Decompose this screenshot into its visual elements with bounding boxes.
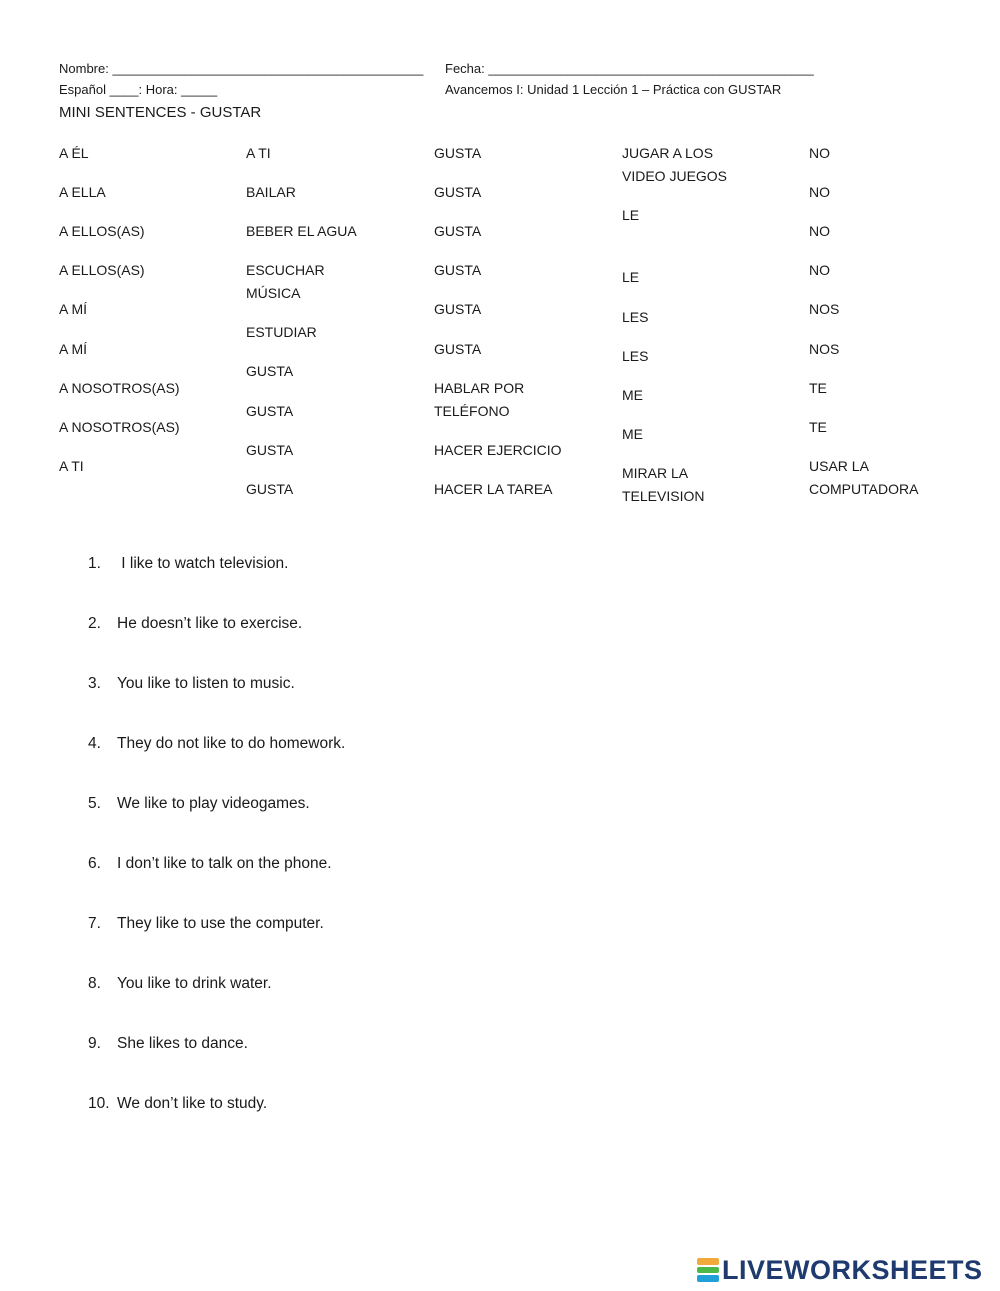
sentence-item bbox=[88, 855, 332, 873]
sentence-item bbox=[88, 795, 310, 813]
sentence-number: 8. bbox=[88, 975, 101, 992]
sentence-item bbox=[88, 1035, 248, 1053]
word-bank-cell: A TI bbox=[59, 458, 84, 474]
word-bank-cell: ME bbox=[622, 387, 643, 403]
word-bank-cell: MIRAR LA bbox=[622, 465, 689, 481]
sentence-number: 4. bbox=[88, 735, 101, 752]
word-bank-cell: USAR LA bbox=[809, 458, 869, 474]
sentence-number: 5. bbox=[88, 795, 101, 812]
word-bank-cell: GUSTA bbox=[434, 341, 482, 357]
sentence-number: 10. bbox=[88, 1095, 110, 1112]
sentence-text: They like to use the computer. bbox=[117, 915, 324, 932]
word-bank-cell: A MÍ bbox=[59, 341, 88, 357]
word-bank-cell: A NOSOTROS(AS) bbox=[59, 380, 180, 396]
word-bank-cell: HACER EJERCICIO bbox=[434, 442, 562, 458]
word-bank-cell: NO bbox=[809, 184, 830, 200]
word-bank-cell: GUSTA bbox=[246, 403, 294, 419]
word-bank-cell: GUSTA bbox=[434, 262, 482, 278]
word-bank-cell: A NOSOTROS(AS) bbox=[59, 419, 180, 435]
sentence-item bbox=[88, 915, 324, 933]
word-bank-cell: A ELLA bbox=[59, 184, 106, 200]
sentence-number: 2. bbox=[88, 615, 101, 632]
sentence-number: 6. bbox=[88, 855, 101, 872]
word-bank-cell: A TI bbox=[246, 145, 271, 161]
word-bank-cell: NO bbox=[809, 223, 830, 239]
word-bank-cell: ESTUDIAR bbox=[246, 324, 317, 340]
word-bank-cell: BAILAR bbox=[246, 184, 296, 200]
sentence-text: He doesn’t like to exercise. bbox=[117, 615, 303, 632]
word-bank-cell: NO bbox=[809, 145, 830, 161]
word-bank-cell: ME bbox=[622, 426, 643, 442]
liveworksheets-logo bbox=[697, 1254, 983, 1286]
word-bank-cell: TELÉFONO bbox=[434, 403, 510, 419]
sentence-item bbox=[88, 735, 345, 753]
word-bank-cell: JUGAR A LOS bbox=[622, 145, 714, 161]
word-bank-cell: COMPUTADORA bbox=[809, 481, 919, 497]
word-bank-cell: NOS bbox=[809, 301, 840, 317]
word-bank-cell: TE bbox=[809, 419, 827, 435]
word-bank-cell: NOS bbox=[809, 341, 840, 357]
word-bank-cell: MÚSICA bbox=[246, 285, 301, 301]
word-bank-cell: LES bbox=[622, 309, 649, 325]
sentence-item bbox=[88, 975, 272, 993]
word-bank-cell: LES bbox=[622, 348, 649, 364]
sentence-number: 1. bbox=[88, 555, 101, 572]
sentence-text: You like to drink water. bbox=[117, 975, 272, 992]
worksheet-title: MINI SENTENCES - GUSTAR bbox=[59, 104, 262, 121]
sentence-item bbox=[88, 555, 288, 573]
word-bank-cell: A ELLOS(AS) bbox=[59, 262, 145, 278]
sentence-item bbox=[88, 615, 302, 633]
date-field-label: Fecha: _____________________________________________ bbox=[445, 61, 814, 76]
word-bank-cell: VIDEO JUEGOS bbox=[622, 168, 728, 184]
word-bank-cell: TELEVISION bbox=[622, 488, 705, 504]
sentence-text: We don’t like to study. bbox=[117, 1095, 268, 1112]
word-bank-cell: HABLAR POR bbox=[434, 380, 525, 396]
lesson-subtitle: Avancemos I: Unidad 1 Lección 1 – Práctica con GUSTAR bbox=[445, 82, 782, 97]
name-field-label: Nombre: ___________________________________________ bbox=[59, 61, 424, 76]
sentence-text: You like to listen to music. bbox=[117, 675, 295, 692]
logo-text: LIVEWORKSHEETS bbox=[722, 1254, 983, 1285]
sentence-item bbox=[88, 675, 295, 693]
word-bank-cell: GUSTA bbox=[246, 442, 294, 458]
sentence-number: 3. bbox=[88, 675, 101, 692]
sentence-item bbox=[88, 1095, 267, 1113]
word-bank-cell: TE bbox=[809, 380, 827, 396]
logo-mark-icon bbox=[697, 1257, 719, 1283]
word-bank-cell: LE bbox=[622, 207, 640, 223]
word-bank-cell: A MÍ bbox=[59, 301, 88, 317]
word-bank-cell: HACER LA TAREA bbox=[434, 481, 553, 497]
word-bank-cell: GUSTA bbox=[246, 481, 294, 497]
word-bank-cell: GUSTA bbox=[434, 223, 482, 239]
word-bank-cell: A ÉL bbox=[59, 145, 89, 161]
word-bank-cell: GUSTA bbox=[246, 363, 294, 379]
word-bank-cell: LE bbox=[622, 269, 640, 285]
sentence-number: 7. bbox=[88, 915, 101, 932]
word-bank-cell: GUSTA bbox=[434, 145, 482, 161]
word-bank-cell: A ELLOS(AS) bbox=[59, 223, 145, 239]
sentence-number: 9. bbox=[88, 1035, 101, 1052]
word-bank-cell: ESCUCHAR bbox=[246, 262, 325, 278]
word-bank-cell: GUSTA bbox=[434, 301, 482, 317]
class-hour-field-label: Español ____: Hora: _____ bbox=[59, 82, 218, 97]
word-bank-cell: NO bbox=[809, 262, 830, 278]
sentence-text: I don’t like to talk on the phone. bbox=[117, 855, 332, 872]
sentence-text: I like to watch television. bbox=[117, 555, 289, 572]
sentence-text: We like to play videogames. bbox=[117, 795, 310, 812]
word-bank-cell: GUSTA bbox=[434, 184, 482, 200]
sentence-text: She likes to dance. bbox=[117, 1035, 248, 1052]
sentence-text: They do not like to do homework. bbox=[117, 735, 346, 752]
word-bank-cell: BEBER EL AGUA bbox=[246, 223, 357, 239]
